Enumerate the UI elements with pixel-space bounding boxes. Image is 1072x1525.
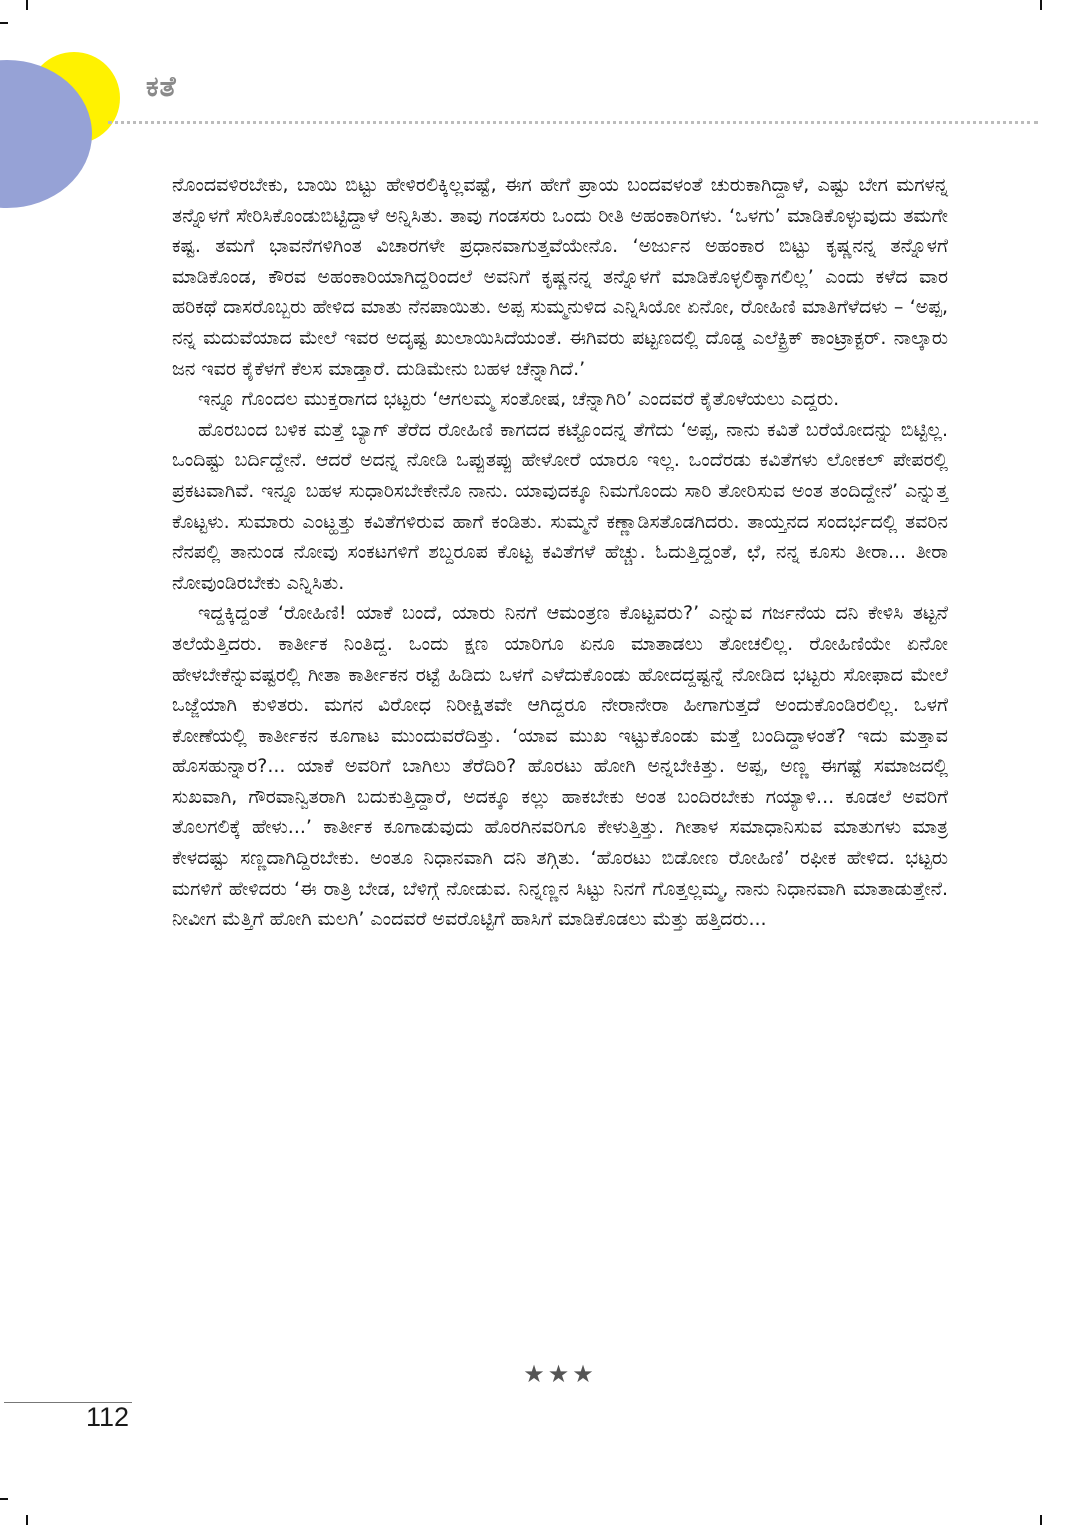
paragraph: ನೊಂದವಳಿರಬೇಕು, ಬಾಯಿ ಬಿಟ್ಟು ಹೇಳಿರಲಿಕ್ಕಿಲ್ಲವಷ್ಟೆ, ಈಗ ಹೇಗೆ ಪ್ರಾಯ ಬಂದವಳಂತೆ ಚುರುಕಾಗಿದ್ದಾಳೆ, ಎಷ್ಟು ಬೇಗ ಮಗಳನ್ನ ತನ್ನೊಳಗೆ ಸೇರಿಸಿಕೊಂಡುಬಿಟ್ಟಿದ್ದಾಳೆ ಅನ್ನಿಸಿತು. ತಾವು ಗಂಡಸರು ಒಂದು ರೀತಿ ಅಹಂಕಾರಿಗಳು. ‘ಒಳಗು’ ಮಾಡಿಕೊಳ್ಳುವುದು ತಮಗೇ ಕಷ್ಟ. ತಮಗೆ ಭಾವನೆಗಳಿಗಿಂತ ವಿಚಾರಗಳೇ ಪ್ರಧಾನವಾಗುತ್ತವೆಯೇನೊ. ‘ಅರ್ಜುನ ಅಹಂಕಾರ ಬಿಟ್ಟು ಕೃಷ್ಣನನ್ನ ತನ್ನೊಳಗೆ ಮಾಡಿಕೊಂಡ, ಕೌರವ ಅಹಂಕಾರಿಯಾಗಿದ್ದರಿಂದಲೆ ಅವನಿಗೆ ಕೃಷ್ಣನನ್ನ ತನ್ನೊಳಗೆ ಮಾಡಿಕೊಳ್ಳಲಿಕ್ಕಾಗಲಿಲ್ಲ’ ಎಂದು ಕಳೆದ ವಾರ ಹರಿಕಥೆ ದಾಸರೊಬ್ಬರು ಹೇಳಿದ ಮಾತು ನೆನಪಾಯಿತು. ಅಪ್ಪ ಸುಮ್ಮನುಳಿದ ಎನ್ನಿಸಿಯೋ ಏನೋ, ರೋಹಿಣಿ ಮಾತಿಗೆಳೆದಳು – ‘ಅಪ್ಪ, ನನ್ನ ಮದುವೆಯಾದ ಮೇಲೆ ಇವರ ಅದೃಷ್ಟ ಖುಲಾಯಿಸಿದೆಯಂತೆ. ಈಗಿವರು ಪಟ್ಟಣದಲ್ಲಿ ದೊಡ್ಡ ಎಲೆಕ್ಟ್ರಿಕ್ ಕಾಂಟ್ರಾಕ್ಟರ್. ನಾಲ್ಕಾರು ಜನ ಇವರ ಕೈಕೆಳಗೆ ಕೆಲಸ ಮಾಡ್ತಾರೆ. ದುಡಿಮೇನು ಬಹಳ ಚೆನ್ನಾಗಿದೆ.’ [172, 174, 948, 380]
crop-mark [26, 1515, 28, 1525]
paragraph: ಇದ್ದಕ್ಕಿದ್ದಂತೆ ‘ರೋಹಿಣಿ! ಯಾಕೆ ಬಂದೆ, ಯಾರು ನಿನಗೆ ಆಮಂತ್ರಣ ಕೊಟ್ಟವರು?’ ಎನ್ನುವ ಗರ್ಜನೆಯ ದನಿ ಕೇಳಿಸಿ ತಟ್ಟನೆ ತಲೆಯೆತ್ತಿದರು. ಕಾರ್ತೀಕ ನಿಂತಿದ್ದ. ಒಂದು ಕ್ಷಣ ಯಾರಿಗೂ ಏನೂ ಮಾತಾಡಲು ತೋಚಲಿಲ್ಲ. ರೋಹಿಣಿಯೇ ಏನೋ ಹೇಳಬೇಕೆನ್ನುವಷ್ಟರಲ್ಲಿ ಗೀತಾ ಕಾರ್ತೀಕನ ರಟ್ಟೆ ಹಿಡಿದು ಒಳಗೆ ಎಳೆದುಕೊಂಡು ಹೋದದ್ದಷ್ಟನ್ನೆ ನೋಡಿದ ಭಟ್ಟರು ಸೋಫಾದ ಮೇಲೆ ಒಜ್ಜೆಯಾಗಿ ಕುಳಿತರು. ಮಗನ ವಿರೋಧ ನಿರೀಕ್ಷಿತವೇ ಆಗಿದ್ದರೂ ನೇರಾನೇರಾ ಹೀಗಾಗುತ್ತದೆ ಅಂದುಕೊಂಡಿರಲಿಲ್ಲ. ಒಳಗೆ ಕೋಣೆಯಲ್ಲಿ ಕಾರ್ತೀಕನ ಕೂಗಾಟ ಮುಂದುವರೆದಿತ್ತು. ‘ಯಾವ ಮುಖ ಇಟ್ಟುಕೊಂಡು ಮತ್ತೆ ಬಂದಿದ್ದಾಳಂತೆ? ಇದು ಮತ್ತಾವ ಹೊಸಹುನ್ನಾರ?... ಯಾಕೆ ಅವರಿಗೆ ಬಾಗಿಲು ತೆರೆದಿರಿ? ಹೊರಟು ಹೋಗಿ ಅನ್ನಬೇಕಿತ್ತು. ಅಪ್ಪ, ಅಣ್ಣ ಈಗಷ್ಟೆ ಸಮಾಜದಲ್ಲಿ ಸುಖವಾಗಿ, ಗೌರವಾನ್ವಿತರಾಗಿ ಬದುಕುತ್ತಿದ್ದಾರೆ, ಅದಕ್ಕೂ ಕಲ್ಲು ಹಾಕಬೇಕು ಅಂತ ಬಂದಿರಬೇಕು ಗಯ್ಯಾಳಿ... ಕೂಡಲೆ ಅವರಿಗೆ ತೊಲಗಲಿಕ್ಕೆ ಹೇಳು...’ ಕಾರ್ತೀಕ ಕೂಗಾಡುವುದು ಹೊರಗಿನವರಿಗೂ ಕೇಳುತ್ತಿತ್ತು. ಗೀತಾಳ ಸಮಾಧಾನಿಸುವ ಮಾತುಗಳು ಮಾತ್ರ ಕೇಳದಷ್ಟು ಸಣ್ಣದಾಗಿದ್ದಿರಬೇಕು. ಅಂತೂ ನಿಧಾನವಾಗಿ ದನಿ ತಗ್ಗಿತು. ‘ಹೊರಟು ಬಿಡೋಣ ರೋಹಿಣಿ’ ರಫೀಕ ಹೇಳಿದ. ಭಟ್ಟರು ಮಗಳಿಗೆ ಹೇಳಿದರು ‘ಈ ರಾತ್ರಿ ಬೇಡ, ಬೆಳಿಗ್ಗೆ ನೋಡುವ. ನಿನ್ನಣ್ಣನ ಸಿಟ್ಟು ನಿನಗೆ ಗೊತ್ತಲ್ಲಮ್ಮ, ನಾನು ನಿಧಾನವಾಗಿ ಮಾತಾಡುತ್ತೇನೆ. ನೀವೀಗ ಮೆತ್ತಿಗೆ ಹೋಗಿ ಮಲಗಿ’ ಎಂದವರೆ ಅವರೊಟ್ಟಿಗೆ ಹಾಸಿಗೆ ಮಾಡಿಕೊಡಲು ಮೆತ್ತು ಹತ್ತಿದರು... [172, 602, 948, 931]
paragraph: ಹೊರಬಂದ ಬಳಿಕ ಮತ್ತೆ ಬ್ಯಾಗ್ ತೆರೆದ ರೋಹಿಣಿ ಕಾಗದದ ಕಟ್ಟೊಂದನ್ನ ತೆಗೆದು ‘ಅಪ್ಪ, ನಾನು ಕವಿತೆ ಬರೆಯೋದನ್ನು ಬಿಟ್ಟಿಲ್ಲ. ಒಂದಿಷ್ಟು ಬರ್ದಿದ್ದೇನೆ. ಆದರೆ ಅದನ್ನ ನೋಡಿ ಒಪ್ಪುತಪ್ಪು ಹೇಳೋರೆ ಯಾರೂ ಇಲ್ಲ. ಒಂದೆರಡು ಕವಿತೆಗಳು ಲೋಕಲ್ ಪೇಪರಲ್ಲಿ ಪ್ರಕಟವಾಗಿವೆ. ಇನ್ನೂ ಬಹಳ ಸುಧಾರಿಸಬೇಕೇನೊ ನಾನು. ಯಾವುದಕ್ಕೂ ನಿಮಗೊಂದು ಸಾರಿ ತೋರಿಸುವ ಅಂತ ತಂದಿದ್ದೇನೆ’ ಎನ್ನುತ್ತ ಕೊಟ್ಟಳು. ಸುಮಾರು ಎಂಟ್ಹತ್ತು ಕವಿತೆಗಳಿರುವ ಹಾಗೆ ಕಂಡಿತು. ಸುಮ್ಮನೆ ಕಣ್ಣಾಡಿಸತೊಡಗಿದರು. ತಾಯ್ತನದ ಸಂದರ್ಭದಲ್ಲಿ ತವರಿನ ನೆನಪಲ್ಲಿ ತಾನುಂಡ ನೋವು ಸಂಕಟಗಳಿಗೆ ಶಬ್ದರೂಪ ಕೊಟ್ಟ ಕವಿತೆಗಳೆ ಹೆಚ್ಚು. ಓದುತ್ತಿದ್ದಂತೆ, ಛೆ, ನನ್ನ ಕೂಸು ತೀರಾ... ತೀರಾ ನೋವುಂಡಿರಬೇಕು ಎನ್ನಿಸಿತು. [172, 418, 948, 594]
crop-mark [26, 0, 28, 10]
section-separator-stars: ★★★ [523, 1360, 597, 1388]
crop-mark [0, 22, 8, 24]
section-title: ಕತೆ [146, 70, 177, 103]
paragraph: ಇನ್ನೂ ಗೊಂದಲ ಮುಕ್ತರಾಗದ ಭಟ್ಟರು ‘ಆಗಲಮ್ಮ ಸಂತೋಷ, ಚೆನ್ನಾಗಿರಿ’ ಎಂದವರೆ ಕೈತೊಳೆಯಲು ಎದ್ದರು. [198, 388, 840, 411]
page-number: 112 [86, 1402, 130, 1432]
crop-mark [1040, 1515, 1042, 1525]
header-dotted-rule [108, 121, 1038, 124]
story-body [172, 170, 948, 935]
crop-mark [1040, 0, 1042, 10]
crop-mark [0, 1498, 8, 1500]
